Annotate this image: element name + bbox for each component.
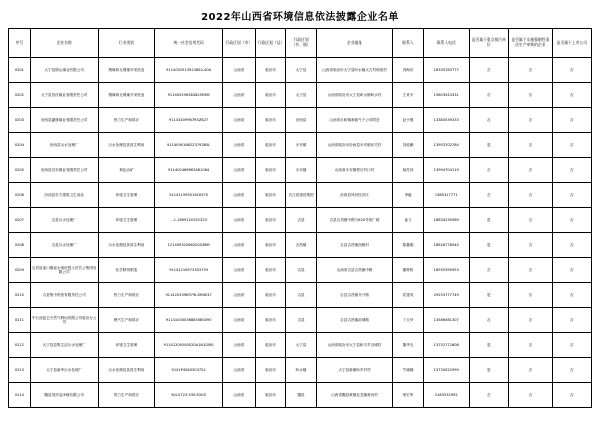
page-title: 2022年山西省环境信息依法披露企业名单 [201, 12, 399, 23]
cell-phone: 15603543331 [423, 83, 469, 108]
table-row [9, 158, 592, 183]
cell-phone: 2183532992 [423, 383, 469, 408]
cell-address: 吉县吉昌镇开兴路 [316, 283, 392, 308]
cell-county: 临汾市 [255, 308, 286, 333]
cell-phone: 18834230569 [423, 208, 469, 233]
cell-name: 大宁县新华污水处理厂 [30, 358, 98, 383]
cell-county: 临汾市 [255, 133, 286, 158]
cell-credit-code: ...1.1699120352323 [155, 208, 223, 233]
cell-phone: 29253777749 [423, 283, 469, 308]
cell-credit-code: 9J4.0723.539.83GS [155, 383, 223, 408]
cell-phone: 13752772608 [423, 333, 469, 358]
cell-contact: 郝苏伟 [393, 158, 424, 183]
cell-phone: 13383539333 [423, 108, 469, 133]
cell-county: 临汾市 [255, 358, 286, 383]
cell-city: 山西省 [222, 383, 255, 408]
cell-clean-production: 否 [508, 183, 552, 208]
cell-clean-production: 否 [508, 108, 552, 133]
cell-key-unit: 否 [469, 83, 508, 108]
cell-key-unit: 是 [469, 133, 508, 158]
cell-town: 汾西县 [286, 108, 317, 133]
cell-credit-code: 91141209200520A1N1GM0 [155, 333, 223, 358]
cell-credit-code: 12140932566320038M [155, 233, 223, 258]
cell-credit-code: 911402468963461064 [155, 158, 223, 183]
cell-no: 0208 [9, 233, 31, 258]
cell-key-unit: 否 [469, 108, 508, 133]
table-row [9, 208, 592, 233]
cell-address: 山西省吉县吉昌镇中路 [316, 258, 392, 283]
cell-listed: 否 [552, 358, 591, 383]
cell-clean-production: 否 [508, 133, 552, 158]
cell-city: 山西省 [222, 208, 255, 233]
cell-clean-production: 否 [508, 258, 552, 283]
cell-key-unit: 是 [469, 208, 508, 233]
column-header-credit-code: 统一社会信用代码 [155, 29, 223, 58]
cell-address: 山西省永安镇铁石村口村 [316, 158, 392, 183]
cell-key-unit: 否 [469, 58, 508, 83]
cell-city: 山西省 [222, 258, 255, 283]
cell-clean-production: 否 [508, 233, 552, 258]
cell-credit-code: 91140529139238S0-40A [155, 58, 223, 83]
cell-no: 0206 [9, 183, 31, 208]
table-row [9, 58, 592, 83]
cell-name: 汾西县宜东煤业有限责任公司 [30, 158, 98, 183]
cell-no: 0210 [9, 283, 31, 308]
cell-contact: 董华光 [393, 333, 424, 358]
cell-key-unit: 是 [469, 283, 508, 308]
cell-listed: 否 [552, 308, 591, 333]
cell-clean-production: 否 [508, 58, 552, 83]
cell-town: 吉县 [286, 258, 317, 283]
cell-contact: 武建英 [393, 283, 424, 308]
cell-contact: 刘爱鹏 [393, 133, 424, 158]
cell-clean-production: 否 [508, 208, 552, 233]
cell-town: 大宁县 [286, 83, 317, 108]
table-row [9, 258, 592, 283]
cell-address: 山西省临汾市大宁县和平乡谷城村 [316, 333, 392, 358]
table-body [9, 58, 592, 408]
cell-industry: 燃气生产和供应 [98, 308, 155, 333]
cell-town: 大宁县 [286, 58, 317, 83]
cell-phone: 1385317771 [423, 183, 469, 208]
cell-no: 0209 [9, 258, 31, 283]
cell-contact: 王来平 [393, 83, 424, 108]
cell-industry: 热力生产和供应 [98, 383, 155, 408]
cell-industry: 化学制剂制造 [98, 258, 155, 283]
cell-name: 大宁县晋沃煤业有限责任公司 [30, 83, 98, 108]
cell-county: 临汾市 [255, 333, 286, 358]
cell-phone: 13994704119 [423, 158, 469, 183]
cell-city: 山西省 [222, 83, 255, 108]
cell-listed: 否 [552, 83, 591, 108]
cell-city: 山西省 [222, 183, 255, 208]
cell-industry: 热力生产和供应 [98, 108, 155, 133]
cell-industry: 环境卫生管理 [98, 333, 155, 358]
cell-city: 山西省 [222, 358, 255, 383]
column-header-key-unit: 是否属于重点排污单位 [469, 29, 508, 58]
cell-clean-production: 否 [508, 383, 552, 408]
cell-town: 吉昌镇 [286, 233, 317, 258]
cell-contact: 丁大华 [393, 308, 424, 333]
cell-credit-code: 911405296383825E6M [155, 83, 223, 108]
cell-phone: 18626778040 [423, 233, 469, 258]
cell-town: 吉县 [286, 308, 317, 333]
column-header-clean-production: 是否属于实施强制性清洁生产审核的企业 [508, 29, 552, 58]
table-row [9, 83, 592, 108]
disclosure-table [8, 28, 592, 408]
cell-contact: 李毅 [393, 183, 424, 208]
cell-listed: 否 [552, 208, 591, 233]
cell-listed: 否 [552, 283, 591, 308]
column-header-listed: 是否属于上市公司 [552, 29, 591, 58]
cell-name: 汾西县潞康煤业有限责任公司 [30, 108, 98, 133]
cell-clean-production: 否 [508, 158, 552, 183]
cell-county: 临汾市 [255, 258, 286, 283]
cell-town: 吉县 [286, 283, 317, 308]
cell-listed: 否 [552, 58, 591, 83]
cell-clean-production: 否 [508, 358, 552, 383]
cell-town: 大宁县 [286, 333, 317, 358]
cell-key-unit: 否 [469, 158, 508, 183]
cell-county: 临汾市 [255, 383, 286, 408]
cell-credit-code: 9141P4563303722 [155, 358, 223, 383]
cell-contact: 刘海庆 [393, 58, 424, 83]
cell-address: 山西省隰县黄镇北龙镇黄河村 [316, 383, 392, 408]
cell-credit-code: 911409016622379385L [155, 133, 223, 158]
column-header-town: 行政区划（乡、镇） [286, 29, 317, 58]
cell-no: 0204 [9, 133, 31, 158]
cell-address: 吉县吉昌镇前城路 [316, 308, 392, 333]
cell-no: 0211 [9, 308, 31, 333]
cell-name: 吉县污水处理厂 [30, 208, 98, 233]
cell-contact: 陈鑫刚 [393, 233, 424, 258]
cell-credit-code: 91141000036885080090 [155, 308, 223, 333]
cell-contact: 崔义 [393, 208, 424, 233]
cell-listed: 否 [552, 233, 591, 258]
cell-industry: 黄色冶矿 [98, 158, 155, 183]
table-row [9, 333, 592, 358]
table-row [9, 133, 592, 158]
cell-county: 临汾市 [255, 83, 286, 108]
cell-key-unit: 否 [469, 308, 508, 333]
cell-listed: 否 [552, 133, 591, 158]
table-row [9, 108, 592, 133]
column-header-contact: 联系人 [393, 29, 424, 58]
cell-industry: 污水处理及其再生利用 [98, 358, 155, 383]
cell-address: 吉县吉昌镇西侧村 [316, 233, 392, 258]
cell-county: 临汾市 [255, 283, 286, 308]
cell-contact: 董栋栋 [393, 258, 424, 283]
cell-town: 吉县 [286, 208, 317, 233]
cell-town: 昕水镇 [286, 358, 317, 383]
cell-address: 山西省临汾市大宁县昕水镇昕水村 [316, 83, 392, 108]
cell-no: 0203 [9, 108, 31, 133]
cell-clean-production: 否 [508, 283, 552, 308]
cell-key-unit: 否 [469, 258, 508, 283]
cell-listed: 否 [552, 258, 591, 283]
cell-listed: 否 [552, 183, 591, 208]
cell-listed: 否 [552, 383, 591, 408]
cell-listed: 否 [552, 158, 591, 183]
cell-town: 长江常建设集团 [286, 183, 317, 208]
cell-clean-production: 否 [508, 308, 552, 333]
column-header-industry: 行业类别 [98, 29, 155, 58]
cell-clean-production: 否 [508, 83, 552, 108]
cell-city: 山西省 [222, 58, 255, 83]
cell-credit-code: 911420339K979L3M4E47 [155, 283, 223, 308]
cell-name: 中石油昆仑天然气利用有限公司临汾分公司 [30, 308, 98, 333]
cell-key-unit: 否 [469, 183, 508, 208]
cell-listed: 否 [552, 333, 591, 358]
cell-no: 0214 [9, 383, 31, 408]
cell-county: 临汾市 [255, 233, 286, 258]
cell-contact: 赵小强 [393, 108, 424, 133]
column-header-county: 行政区划（县） [255, 29, 286, 58]
cell-city: 山西省 [222, 133, 255, 158]
cell-no: 0201 [9, 58, 31, 83]
cell-industry: 环境卫生管理 [98, 183, 155, 208]
cell-city: 山西省 [222, 283, 255, 308]
cell-name: 隰县昊祥洁净煤有限公司 [30, 383, 98, 408]
cell-town: 永安镇 [286, 133, 317, 158]
cell-no: 0205 [9, 158, 31, 183]
cell-name: 吉昌县壶口镇壶水氧化镁人民共公集团有限公司 [30, 258, 98, 283]
cell-county: 临汾市 [255, 108, 286, 133]
cell-phone: 13953702784 [423, 133, 469, 158]
cell-no: 0202 [9, 83, 31, 108]
cell-name: 汾西县污水处理厂 [30, 133, 98, 158]
table-row [9, 383, 592, 408]
cell-phone: 13586581307 [423, 308, 469, 333]
table-row [9, 183, 592, 208]
table-row [9, 233, 592, 258]
cell-county: 临汾市 [255, 183, 286, 208]
column-header-city: 行政区划（市） [222, 29, 255, 58]
cell-name: 大宁县县集生活污水处理厂 [30, 333, 98, 358]
cell-contact: 牛晓娜 [393, 358, 424, 383]
cell-address: 大宁县新镇昕乡村村 [316, 358, 392, 383]
cell-listed: 否 [552, 108, 591, 133]
cell-industry: 环境卫生管理 [98, 208, 155, 233]
cell-industry: 污水处理及其再生利用 [98, 133, 155, 158]
cell-clean-production: 否 [508, 333, 552, 358]
cell-name: 吉县集中供热有限责任公司 [30, 283, 98, 308]
cell-county: 临汾市 [255, 158, 286, 183]
cell-city: 山西省 [222, 308, 255, 333]
cell-credit-code: 91141199551616370 [155, 183, 223, 208]
cell-name: 汾西县东方建筑卫生用品 [30, 183, 98, 208]
cell-county: 临汾市 [255, 58, 286, 83]
column-header-address: 企业地址 [316, 29, 392, 58]
table-row [9, 308, 592, 333]
cell-industry: 烟煤和无烟煤开采洗选 [98, 58, 155, 83]
cell-name: 吉县污水处理厂 [30, 233, 98, 258]
cell-industry: 热力生产和供应 [98, 283, 155, 308]
cell-city: 山西省 [222, 233, 255, 258]
cell-address: 吉县吉昌镇中路与620号纸厂路 [316, 208, 392, 233]
cell-city: 山西省 [222, 158, 255, 183]
cell-address: 山西省临汾市汾西县永安镇东关村 [316, 133, 392, 158]
cell-address: 汾西县风河经济区 [316, 183, 392, 208]
cell-city: 山西省 [222, 108, 255, 133]
cell-address: 山西省临汾市大宁县昕水镇太古村坡底村 [316, 58, 392, 83]
cell-city: 山西省 [222, 333, 255, 358]
cell-name: 大宁县烟山煤业有限公司 [30, 58, 98, 83]
column-header-no: 序号 [9, 29, 31, 58]
cell-industry: 烟煤和无烟煤开采洗选 [98, 83, 155, 108]
cell-contact: 窦宏军 [393, 383, 424, 408]
cell-key-unit: 是 [469, 333, 508, 358]
cell-county: 临汾市 [255, 208, 286, 233]
cell-key-unit: 是 [469, 233, 508, 258]
cell-phone: 18335763777 [423, 58, 469, 83]
cell-phone: 13734522999 [423, 358, 469, 383]
column-header-phone: 联系人电话 [423, 29, 469, 58]
table-row [9, 283, 592, 308]
cell-no: 0213 [9, 358, 31, 383]
cell-key-unit: 是 [469, 358, 508, 383]
table-row [9, 358, 592, 383]
cell-no: 0207 [9, 208, 31, 233]
cell-key-unit: 否 [469, 383, 508, 408]
cell-town: 永安镇 [286, 158, 317, 183]
cell-industry: 污水处理及其再生利用 [98, 233, 155, 258]
table-header-row [9, 29, 592, 58]
column-header-name: 企业名称 [30, 29, 98, 58]
cell-address: 山西省永和镇承载气个公司附近 [316, 108, 392, 133]
cell-credit-code: 91141216573303793 [155, 258, 223, 283]
cell-credit-code: 91133409967R5ZB27 [155, 108, 223, 133]
cell-no: 0212 [9, 333, 31, 358]
cell-phone: 18935399453 [423, 258, 469, 283]
cell-town: 隰县 [286, 383, 317, 408]
